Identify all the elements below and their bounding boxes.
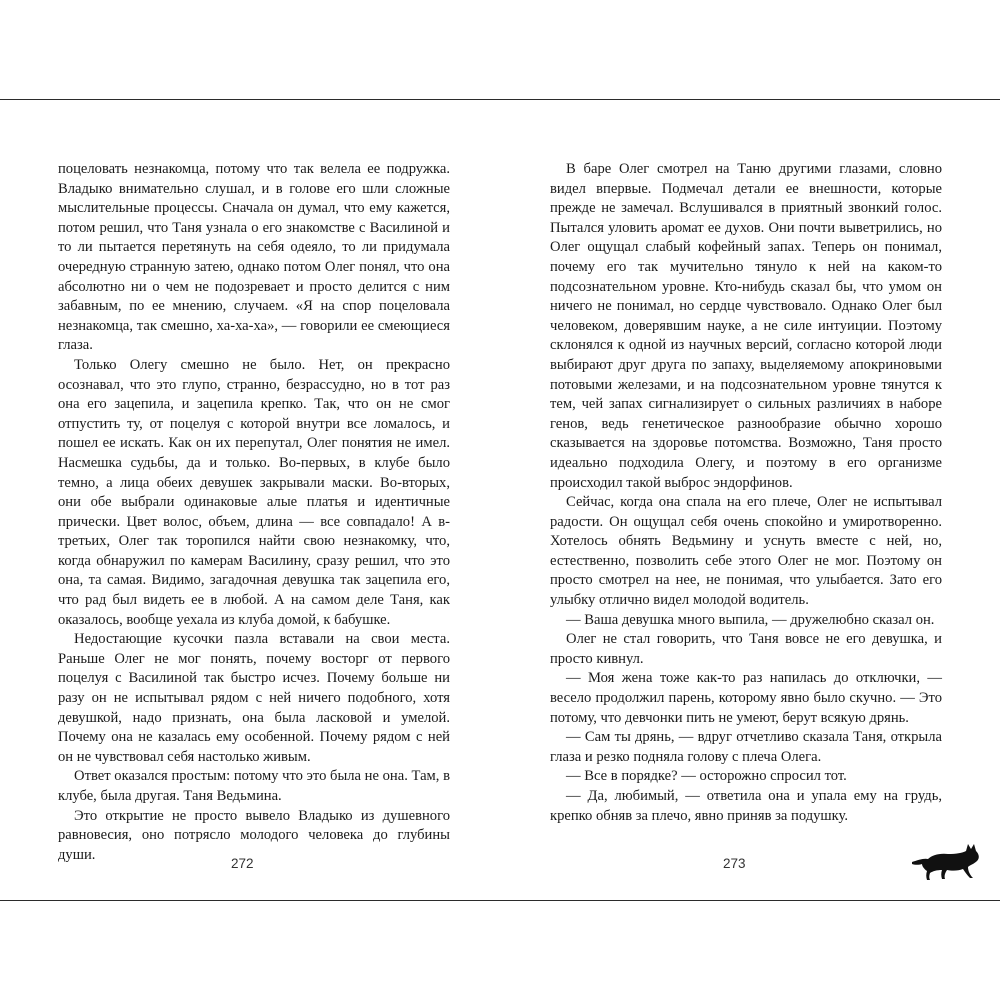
right-paragraph-7: — Все в порядке? — осторожно спросил тот. (566, 768, 847, 785)
left-paragraph-4: Ответ оказался простым: потому что это была не она. Там, в клубе, была другая. Таня Ведьмина. (58, 768, 450, 804)
right-paragraph-2: Сейчас, когда она спала на его плече, Олег не испытывал радости. Он ощущал себя очень спокойно и умиротворенно. Хотелось обнять Ведьмину и уснуть вместе с ней, но, естественно, позволить себе этого Олег не мог. Поэтому он просто смотрел на нее, не понимая, что улыбается. Зато его улыбку отлично видел молодой водитель. (550, 494, 942, 609)
left-paragraph-5: Это открытие не просто вывело Владыко из душевного равновесия, оно потрясло молодого человека до глубины души. (58, 807, 450, 863)
right-page (550, 160, 942, 826)
left-paragraph-3: Недостающие кусочки пазла вставали на свои места. Раньше Олег не мог понять, почему восторг от первого поцелуя с Василиной так быстро исчез. Почему больше ни разу он не испытывал рядом с ней ничего подобного, хотя девушкой, надо признать, она была ласковой и умелой. Почему она не казалась ему особенной. Почему рядом с ней он не чувствовал себя настолько живым. (58, 631, 450, 765)
left-page (58, 160, 450, 865)
left-paragraph-1: поцеловать незнакомца, потому что так велела ее подружка. Владыко внимательно слушал, и в голове его шли сложные мыслительные процессы. Сначала он думал, что ему кажется, потом решил, что Таня узнала о его знакомстве с Василиной и то ли пытается перетянуть на себя одеяло, то ли придумала очередную странную затею, однако потом Олег понял, что она абсолютно ни о чем не подозревает и просто делится с ним забавным, по ее мнению, случаем. «Я на спор поцеловала незнакомца, так смешно, ха-ха-ха», — говорили ее смеющиеся глаза. (58, 161, 450, 354)
black-cat-icon (910, 838, 982, 884)
page-number-left: 272 (231, 856, 254, 871)
right-paragraph-6: — Сам ты дрянь, — вдруг отчетливо сказала Таня, открыла глаза и резко подняла голову с плеча Олега. (550, 729, 942, 765)
right-paragraph-4: Олег не стал говорить, что Таня вовсе не его девушка, и просто кивнул. (550, 631, 942, 667)
left-paragraph-2: Только Олегу смешно не было. Нет, он прекрасно осознавал, что это глупо, странно, безрассудно, но в тот раз она его зацепила, и зацепила крепко. Так, что он не смог отпустить ту, от поцелуя с которой внутри все ломалось, и пошел ее искать. Как он их перепутал, Олег понятия не имел. Насмешка судьбы, да и только. Во-первых, в клубе было темно, а лица обеих девушек закрывали маски. Во-вторых, они обе выбрали одинаковые алые платья и идентичные прически. Цвет волос, объем, длина — все совпадало! А в-третьих, Олег так торопился найти свою незнакомку, что, когда обнаружил по камерам Василину, сразу решил, что это она, та самая. Видимо, загадочная девушка так зацепила его, что рад был видеть ее в любой. А на самом деле Таня, как оказалось, вообще уехала из клуба домой, к бабушке. (58, 356, 450, 628)
right-paragraph-5: — Моя жена тоже как-то раз напилась до отключки, — весело продолжил парень, которому явно было скучно. — Это потому, что девчонки пить не умеют, берут всякую дрянь. (550, 670, 942, 726)
right-paragraph-8: — Да, любимый, — ответила она и упала ему на грудь, крепко обняв за плечо, явно приняв за подушку. (550, 788, 942, 824)
right-paragraph-1: В баре Олег смотрел на Таню другими глазами, словно видел впервые. Подмечал детали ее внешности, которые прежде не замечал. Вслушивался в приятный звонкий голос. Пытался уловить аромат ее духов. Они почти выветрились, но Олег ощущал слабый кофейный запах. Теперь он понимал, почему его так мучительно тянуло к ней на каком-то подсознательном уровне. Кто-нибудь сказал бы, что умом он ничего не понимал, но сердце чувствовало. Однако Олег был человеком, доверявшим науке, а не силе интуиции. Поэтому склонялся к одной из научных версий, согласно которой люди выбирают друг друга по запаху, выделяемому апокриновыми потовыми железами, и на подсознательном уровне тянутся к тем, чей запах сигнализирует о сильных различиях в наборе генов, ведь генетическое разнообразие обычно хорошо сказывается на здоровье потомства. Возможно, Таня просто идеально подходила Олегу, и поэтому в его организме происходил такой выброс эндорфинов. (550, 161, 942, 491)
page-number-right: 273 (723, 856, 746, 871)
right-paragraph-3: — Ваша девушка много выпила, — дружелюбно сказал он. (566, 611, 935, 628)
